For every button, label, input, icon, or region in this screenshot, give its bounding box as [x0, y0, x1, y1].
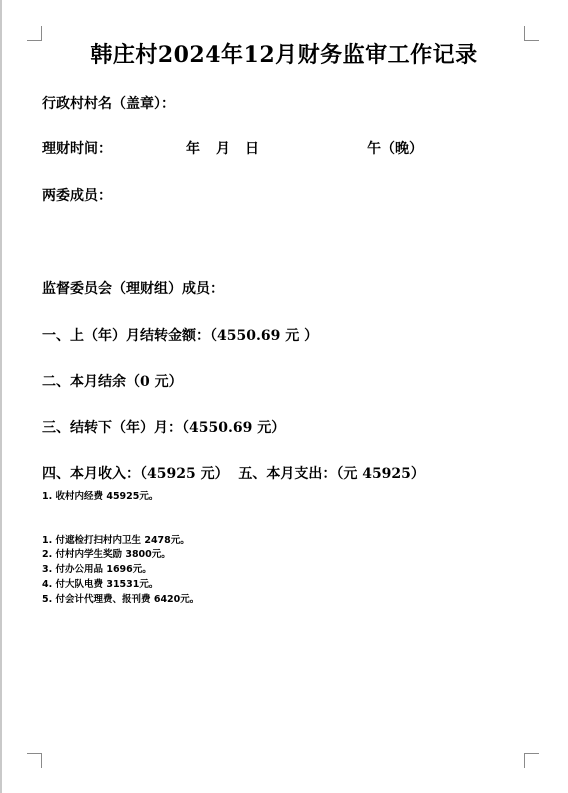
income-item: 1. 收村内经费 45925元。	[42, 491, 159, 502]
time-month: 月	[216, 141, 230, 157]
item-income-expense: 四、本月收入：（45925 元） 五、本月支出：（元 45925）	[42, 466, 425, 482]
village-name-label: 行政村村名（盖章）：	[42, 96, 175, 112]
item-balance: 二、本月结余（0 元）	[42, 374, 183, 390]
item-carryover-previous: 一、上（年）月结转金额：（4550.69 元 ）	[42, 328, 319, 344]
page-left-edge	[0, 0, 2, 793]
committee-label: 两委成员：	[42, 188, 112, 204]
expense-item: 3. 付办公用品 1696元。	[42, 564, 152, 575]
supervisory-label: 监督委员会（理财组）成员：	[42, 281, 224, 297]
expense-item: 2. 付村内学生奖励 3800元。	[42, 549, 171, 560]
expense-item: 1. 付遮检打扫村内卫生 2478元。	[42, 535, 190, 546]
document-title: 韩庄村2024年12月财务监审工作记录	[90, 42, 478, 68]
crop-mark-bottom-right	[524, 753, 539, 768]
item-carryover-next: 三、结转下（年）月：（4550.69 元）	[42, 420, 286, 436]
time-year: 年	[186, 141, 200, 157]
time-label: 理财时间：	[42, 141, 112, 157]
time-day: 日	[245, 141, 259, 157]
expense-item: 4. 付大队电费 31531元。	[42, 579, 159, 590]
expense-item: 5. 付会计代理费、报刊费 6420元。	[42, 594, 200, 605]
time-noon: 午（晚）	[367, 141, 423, 157]
crop-mark-bottom-left	[27, 753, 42, 768]
